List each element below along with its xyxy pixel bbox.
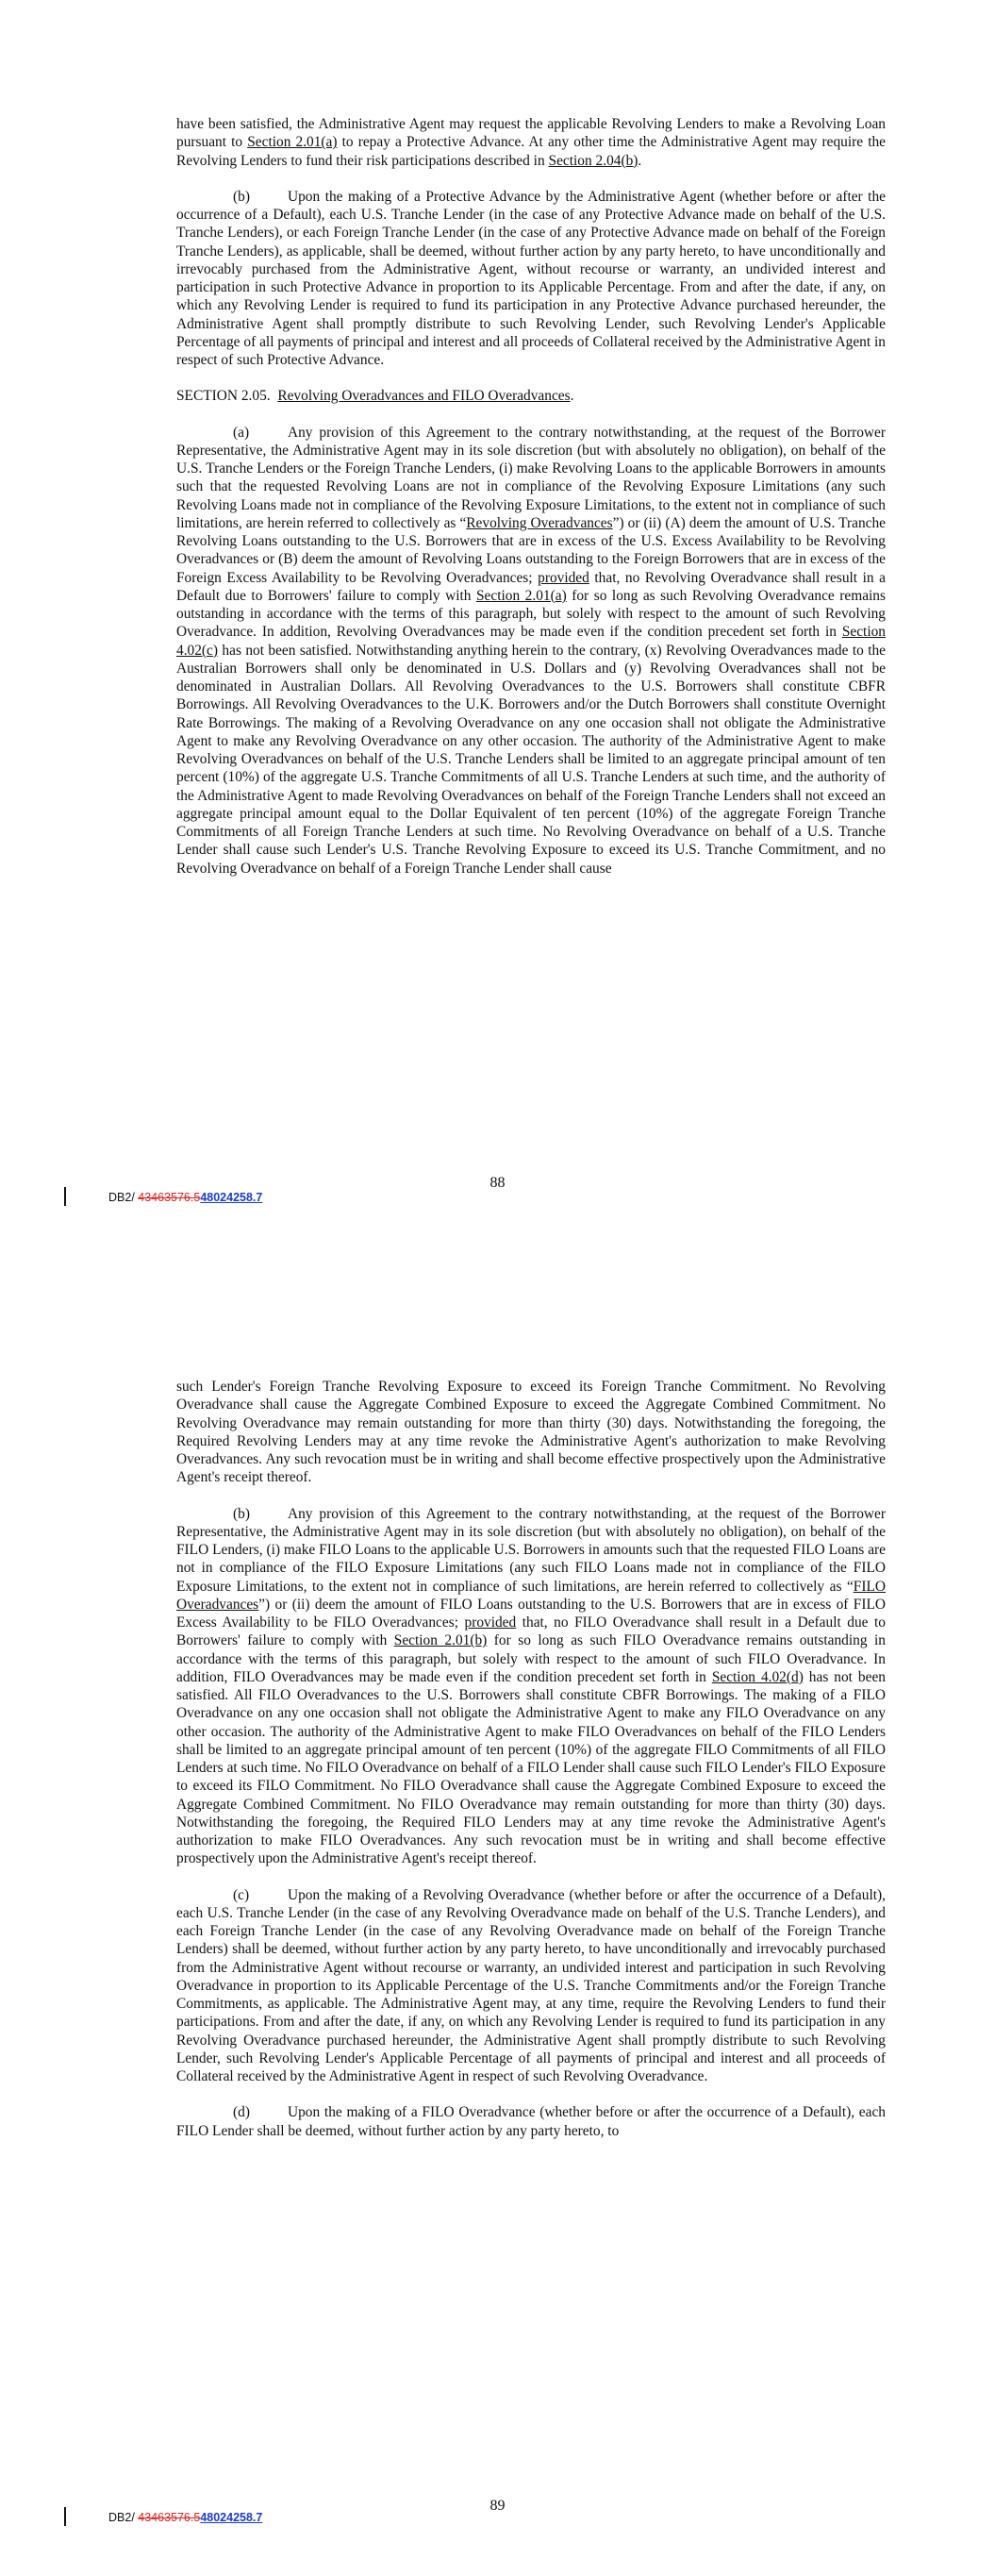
page-89-body <box>176 1378 886 2158</box>
defined-term: Revolving Overadvances <box>466 514 613 531</box>
provided-term: provided <box>464 1614 517 1631</box>
paragraph-a-revolving-overadvances: (a) Any provision of this Agreement to the contrary notwithstanding, at the request of the Borrower Representative, the Administrative Agent may in its sole discretion (but with absolutely no obligation), on behalf of the U.S. Tranche Lenders or the Foreign Tranche Lenders, (i) make Revolving Loans to the applicable Borrowers in amounts such that the requested Revolving Loans are not in compliance of the Revolving Exposure Limitations (any such Revolving Loans made not in compliance of the Revolving Exposure Limitations, to the extent not in compliance of such limitations, are herein referred to collectively as “Revolving Overadvances”) or (ii) (A) deem the amount of U.S. Tranche Revolving Loans outstanding to the U.S. Borrowers that are in excess of the U.S. Excess Availability to be Revolving Overadvances or (B) deem the amount of Revolving Loans outstanding to the Foreign Borrowers that are in excess of the Foreign Excess Availability to be Revolving Overadvances; provided that, no Revolving Overadvance shall result in a Default due to Borrowers' failure to comply with Section 2.01(a) for so long as such Revolving Overadvance remains outstanding in accordance with the terms of this paragraph, but solely with respect to the amount of such Revolving Overadvance. In addition, Revolving Overadvances may be made even if the condition precedent set forth in Section 4.02(c) has not been satisfied. Notwithstanding anything herein to the contrary, (x) Revolving Overadvances made to the Australian Borrowers shall only be denominated in U.S. Dollars and (y) Revolving Overadvances shall not be denominated in Australian Dollars. All Revolving Overadvances to the U.S. Borrowers shall constitute CBFR Borrowings. All Revolving Overadvances to the U.K. Borrowers and/or the Dutch Borrowers shall constitute Overnight Rate Borrowings. The making of a Revolving Overadvance on any one occasion shall not obligate the Administrative Agent to make any Revolving Overadvance on any other occasion. The authority of the Administrative Agent to make Revolving Overadvances on behalf of the U.S. Tranche Lenders shall be limited to an aggregate principal amount of ten percent (10%) of the aggregate U.S. Tranche Commitments of all U.S. Tranche Lenders at such time, and the authority of the Administrative Agent to made Revolving Overadvances on behalf of the Foreign Tranche Lenders shall not exceed an aggregate principal amount equal to the Dollar Equivalent of ten percent (10%) of the aggregate Foreign Tranche Commitments of all Foreign Tranche Lenders at such time. No Revolving Overadvance on behalf of a U.S. Tranche Lender shall cause such Lender's U.S. Tranche Revolving Exposure to exceed its U.S. Tranche Commitment, and no Revolving Overadvance on behalf of a Foreign Tranche Lender shall cause <box>176 424 887 877</box>
document-id-footer: DB2/ 43463576.548024258.7 <box>108 2511 263 2524</box>
paragraph-c-revolving-participation: (c) Upon the making of a Revolving Overadvance (whether before or after the occurrence of a Default), each U.S. Tranche Lender (in the case of any Revolving Overadvance made on behalf of the U.S. Tranche Lenders), and each Foreign Tranche Lender (in the case of any Revolving Overadvance made on behalf of the Foreign Tranche Lenders) shall be deemed, without further action by any party hereto, to have unconditionally and irrevocably purchased from the Administrative Agent without recourse or warranty, an undivided interest and participation in such Revolving Overadvance in proportion to its Applicable Percentage of the U.S. Tranche Commitments and/or the Foreign Tranche Commitments, as applicable. The Administrative Agent may, at any time, require the Revolving Lenders to fund their participations. From and after the date, if any, on which any Revolving Lender is required to fund its participation in any Revolving Overadvance purchased hereunder, the Administrative Agent shall promptly distribute to such Revolving Lender, such Revolving Lender's Applicable Percentage of all payments of principal and interest and all proceeds of Collateral received by the Administrative Agent in respect of such Revolving Overadvance. <box>176 1886 886 2084</box>
change-bar <box>64 2507 66 2526</box>
change-bar <box>64 1187 66 1206</box>
provided-term: provided <box>538 569 589 586</box>
paragraph-label: (a) <box>233 424 250 441</box>
page-number: 89 <box>489 2498 506 2514</box>
paragraph-continuation: such Lender's Foreign Tranche Revolving Exposure to exceed its Foreign Tranche Commitment. No Revolving Overadvance shall cause the Aggregate Combined Exposure to exceed the Aggregate Combined Commitment. No Revolving Overadvance may remain outstanding for more than thirty (30) days. Notwithstanding the foregoing, the Required Revolving Lenders may at any time revoke the Administrative Agent's authorization to make Revolving Overadvances. Any such revocation must be in writing and shall become effective prospectively upon the Administrative Agent's receipt thereof. <box>176 1379 886 1486</box>
page-89 <box>0 1260 995 2576</box>
page-number: 88 <box>489 1175 506 1191</box>
section-reference: Section 2.04(b) <box>548 152 638 169</box>
page-88 <box>0 0 995 1260</box>
deleted-doc-id: 43463576.5 <box>138 1191 201 1204</box>
section-title: Revolving Overadvances and FILO Overadvances <box>277 388 571 405</box>
section-reference: Section 4.02(c) <box>176 624 886 659</box>
paragraph-label: (b) <box>233 188 250 205</box>
deleted-doc-id: 43463576.5 <box>138 2511 201 2524</box>
section-heading: SECTION 2.05. Revolving Overadvances and FILO Overadvances. <box>176 388 574 405</box>
paragraph-b-protective-advance: (b) Upon the making of a Protective Advance by the Administrative Agent (whether before or after the occurrence of a Default), each U.S. Tranche Lender (in the case of any Protective Advance made on behalf of the U.S. Tranche Lenders), or each Foreign Tranche Lender (in the case of any Protective Advance made on behalf of the Foreign Tranche Lenders), as applicable, shall be deemed, without further action by any party hereto, to have unconditionally and irrevocably purchased from the Administrative Agent, without recourse or warranty, an undivided interest and participation in such Protective Advance in proportion to its Applicable Percentage. From and after the date, if any, on which any Revolving Lender is required to fund its participation in any Protective Advance purchased hereunder, the Administrative Agent shall promptly distribute to such Revolving Lender, such Revolving Lender's Applicable Percentage of all payments of principal and interest and all proceeds of Collateral received by the Administrative Agent in respect of such Protective Advance. <box>176 188 886 368</box>
paragraph-label: (d) <box>233 2104 250 2121</box>
paragraph-continuation: have been satisfied, the Administrative Agent may request the applicable Revolving Lenders to make a Revolving Loan pursuant to Section 2.01(a) to repay a Protective Advance. At any other time the Administrative Agent may require the Revolving Lenders to fund their risk participations described in Section 2.04(b). <box>176 116 886 169</box>
inserted-doc-id: 48024258.7 <box>200 2511 263 2524</box>
inserted-doc-id: 48024258.7 <box>200 1191 263 1204</box>
paragraph-b-filo-overadvances: (b) Any provision of this Agreement to the contrary notwithstanding, at the request of the Borrower Representative, the Administrative Agent may in its sole discretion (but with absolutely no obligation), on behalf of the FILO Lenders, (i) make FILO Loans to the applicable U.S. Borrowers in amounts such that the requested FILO Loans are not in compliance of the FILO Exposure Limitations (any such FILO Loans made not in compliance of the FILO Exposure Limitations, to the extent not in compliance of such limitations, are herein referred to collectively as “FILO Overadvances”) or (ii) deem the amount of FILO Loans outstanding to the U.S. Borrowers that are in excess of FILO Excess Availability to be FILO Overadvances; provided that, no FILO Overadvance shall result in a Default due to Borrowers' failure to comply with Section 2.01(b) for so long as such FILO Overadvance remains outstanding in accordance with the terms of this paragraph, but solely with respect to the amount of such FILO Overadvance. In addition, FILO Overadvances may be made even if the condition precedent set forth in Section 4.02(d) has not been satisfied. All FILO Overadvances to the U.S. Borrowers shall constitute CBFR Borrowings. The making of a FILO Overadvance on any one occasion shall not obligate the Administrative Agent to make any FILO Overadvance on any other occasion. The authority of the Administrative Agent to make FILO Overadvances on behalf of the FILO Lenders shall be limited to an aggregate principal amount of ten percent (10%) of the aggregate FILO Commitments of all FILO Lenders at such time. No FILO Overadvance on behalf of a FILO Lender shall cause such FILO Lender's FILO Exposure to exceed its FILO Commitment. No FILO Overadvance shall cause the Aggregate Combined Exposure to exceed the Aggregate Combined Commitment. No FILO Overadvance may remain outstanding for more than thirty (30) days. Notwithstanding the foregoing, the Required FILO Lenders may at any time revoke the Administrative Agent's authorization to make FILO Overadvances. Any such revocation must be in writing and shall become effective prospectively upon the Administrative Agent's receipt thereof. <box>176 1505 886 1867</box>
paragraph-label: (b) <box>233 1505 250 1522</box>
section-reference: Section 2.01(b) <box>393 1632 488 1649</box>
section-reference: Section 2.01(a) <box>475 587 567 604</box>
document-id-footer: DB2/ 43463576.548024258.7 <box>108 1191 263 1204</box>
section-reference: Section 2.01(a) <box>247 134 338 151</box>
paragraph-label: (c) <box>233 1886 250 1903</box>
page-88-body <box>176 115 886 895</box>
section-reference: Section 4.02(d) <box>711 1668 804 1685</box>
defined-term: FILO Overadvances <box>176 1578 886 1613</box>
paragraph-d-filo-participation: (d) Upon the making of a FILO Overadvance (whether before or after the occurrence of a Default), each FILO Lender shall be deemed, without further action by any party hereto, to <box>176 2104 886 2139</box>
